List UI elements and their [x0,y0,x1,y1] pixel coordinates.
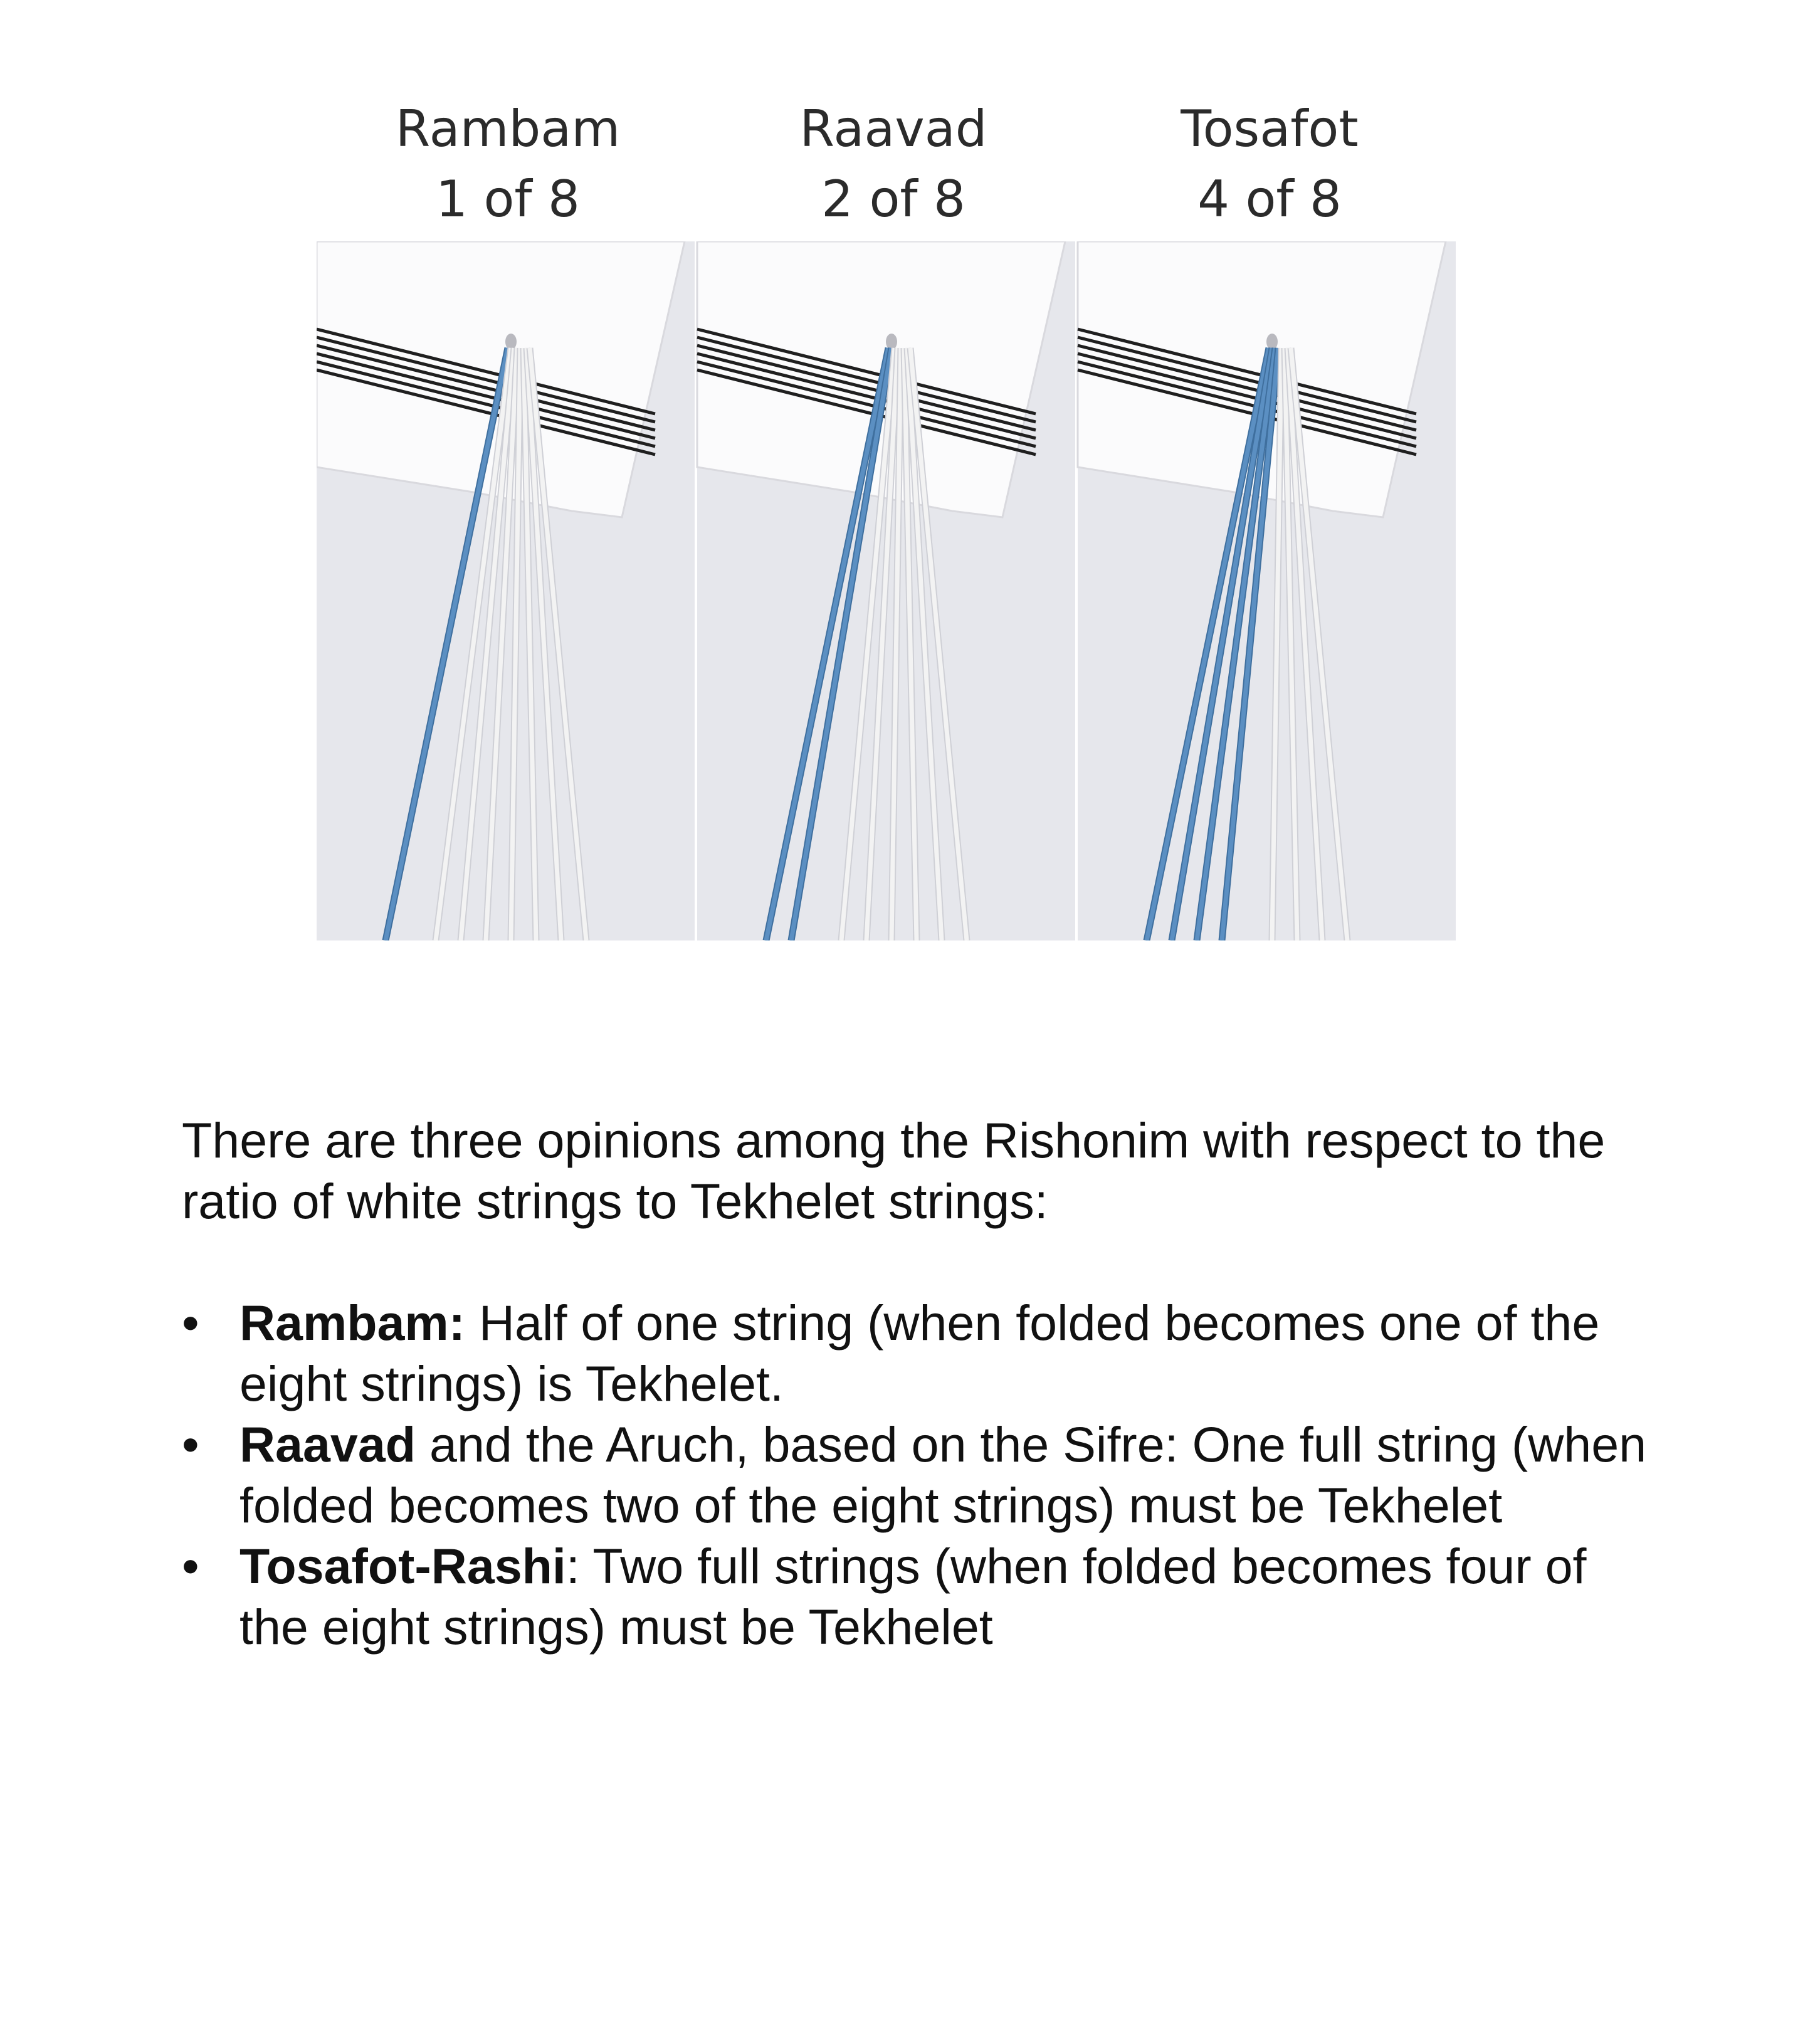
bullet-icon: • [182,1416,199,1472]
opinion-name: Raavad [239,1416,416,1472]
opinion-name: Rambam: [239,1295,465,1351]
opinion-name: Tosafot-Rashi [239,1538,566,1594]
corner-hole [1266,334,1278,350]
caption-title: Rambam [395,100,621,158]
list-item-tosafot-rashi [182,1536,1649,1657]
panel-tosafot [1078,241,1456,940]
caption-title: Tosafot [1181,100,1359,158]
caption-tosafot [1081,94,1458,234]
tzitzit-comparison-photo [317,241,1458,940]
opinion-text: : Two full strings (when folded becomes four of the eight strings) must be Tekhelet [239,1538,1587,1655]
corner-hole [886,334,897,350]
panel-raavad [697,241,1075,940]
caption-ratio: 2 of 8 [821,170,965,228]
bullet-icon: • [182,1295,199,1351]
caption-ratio: 1 of 8 [436,170,580,228]
caption-rambam [320,94,696,234]
bullet-icon: • [182,1538,199,1594]
opinions-list [182,1292,1649,1657]
panel-rambam [317,241,695,940]
list-item-raavad [182,1414,1649,1536]
explanation-text [182,1110,1649,1657]
caption-title: Raavad [799,100,987,158]
caption-raavad [705,94,1081,234]
corner-hole [505,334,517,350]
list-item-rambam [182,1292,1649,1414]
intro-paragraph: There are three opinions among the Rishonim with respect to the ratio of white strings to Tekhelet strings: [182,1112,1606,1229]
opinion-text: Half of one string (when folded becomes one of the eight strings) is Tekhelet. [239,1295,1600,1411]
opinion-text: and the Aruch, based on the Sifre: One full string (when folded becomes two of the eight strings) must be Tekhelet [239,1416,1647,1533]
caption-ratio: 4 of 8 [1197,170,1342,228]
